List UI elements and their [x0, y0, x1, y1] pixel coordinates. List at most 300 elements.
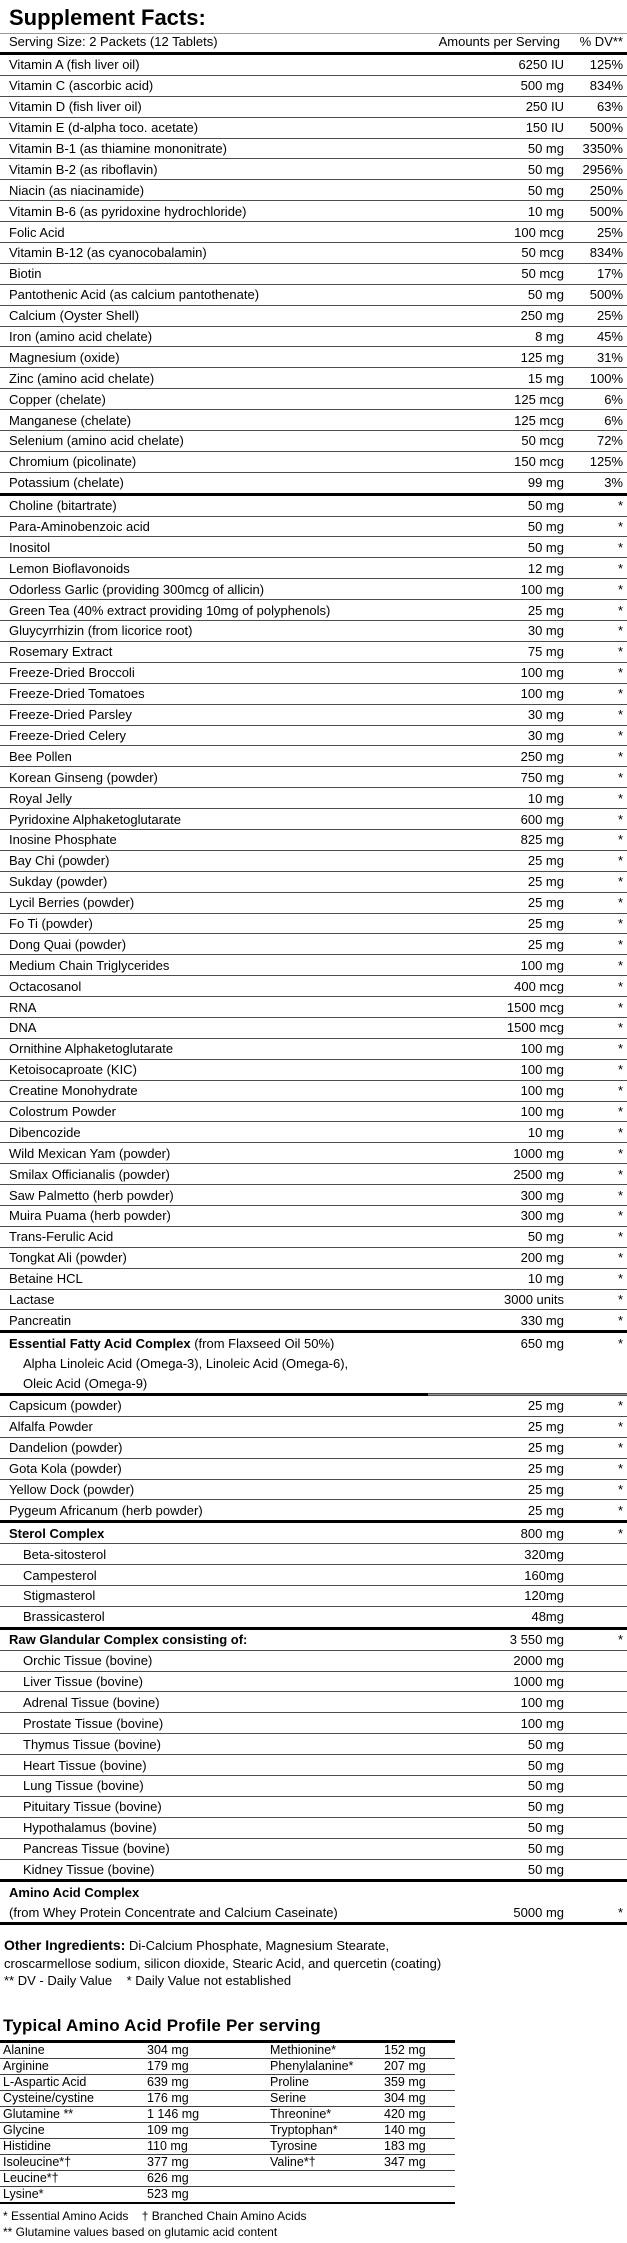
ingredient-label-text: Vitamin E (d-alpha toco. acetate) — [9, 120, 199, 136]
ingredient-label — [0, 1167, 429, 1182]
ingredient-dv: 72% — [596, 433, 623, 449]
amino-name-1: Arginine — [3, 2059, 49, 2074]
ingredient-dv: 6% — [604, 412, 623, 428]
ingredient-amount: 6250 IU — [518, 57, 564, 73]
ingredient-label — [0, 958, 429, 973]
ingredient-label — [0, 1695, 429, 1710]
daily-value-note: ** DV - Daily Value * Daily Value not established — [4, 1973, 292, 1989]
table-row — [0, 579, 627, 599]
amino-name-1: Histidine — [3, 2139, 51, 2154]
ingredient-label-text: Campesterol — [23, 1567, 97, 1583]
ingredient-label-text: Tongkat Ali (powder) — [9, 1250, 127, 1266]
ingredient-dv: * — [617, 1124, 623, 1140]
ingredient-amount: 600 mg — [520, 811, 564, 827]
table-row — [0, 222, 627, 242]
ingredient-label — [0, 78, 429, 93]
table-row — [0, 997, 627, 1017]
ingredient-dv: * — [617, 644, 623, 660]
ingredient-label-text: Beta-sitosterol — [23, 1546, 107, 1562]
ingredient-dv: * — [617, 1440, 623, 1456]
amino-value-1: 377 mg — [147, 2155, 189, 2170]
ingredient-label-text: Heart Tissue (bovine) — [23, 1757, 147, 1773]
amino-name-1: L-Aspartic Acid — [3, 2075, 87, 2090]
table-row — [0, 1373, 627, 1393]
ingredient-dv: * — [617, 999, 623, 1015]
ingredient-label-text: Stigmasterol — [23, 1588, 96, 1604]
ingredient-label-text: Odorless Garlic (providing 300mcg of allicin) — [9, 581, 265, 597]
ingredient-label-text: Smilax Officianalis (powder) — [9, 1166, 170, 1182]
ingredient-label — [0, 1461, 429, 1476]
table-row — [0, 410, 627, 430]
ingredient-label — [0, 1841, 429, 1856]
amino-row — [0, 2123, 455, 2139]
table-row — [0, 1185, 627, 1205]
table-row — [0, 1333, 627, 1353]
ingredient-dv: * — [617, 915, 623, 931]
ingredient-dv: * — [617, 895, 623, 911]
ingredient-label-text: Freeze-Dried Broccoli — [9, 665, 135, 681]
table-row — [0, 1102, 627, 1122]
ingredient-amount: 50 mg — [527, 1862, 564, 1878]
ingredient-label-text: Saw Palmetto (herb powder) — [9, 1187, 174, 1203]
ingredient-label — [0, 1000, 429, 1015]
table-row — [0, 1417, 627, 1437]
ingredient-amount: 250 mg — [520, 308, 564, 324]
other-ingredients-line2: croscarmellose sodium, silicon dioxide, Stearic Acid, and quercetin (coating) — [4, 1955, 442, 1971]
ingredient-label-text: (from Flaxseed Oil 50%) — [190, 1335, 335, 1351]
ingredient-dv: 45% — [596, 329, 623, 345]
ingredient-amount: 250 IU — [525, 99, 564, 115]
ingredient-amount: 25 mg — [527, 853, 564, 869]
ingredient-label — [0, 603, 429, 618]
table-row — [0, 663, 627, 683]
ingredient-amount: 200 mg — [520, 1250, 564, 1266]
ingredient-dv: 500% — [589, 287, 623, 303]
table-row — [0, 1290, 627, 1310]
ingredient-label-bold: Raw Glandular Complex consisting of: — [9, 1632, 248, 1648]
ingredient-label — [0, 1146, 429, 1161]
ingredient-label-text: Freeze-Dried Parsley — [9, 707, 132, 723]
table-row — [0, 726, 627, 746]
table-row — [0, 1310, 627, 1330]
ingredient-amount: 10 mg — [527, 1271, 564, 1287]
ingredient-label — [0, 308, 429, 323]
ingredient-amount: 50 mg — [527, 1799, 564, 1815]
table-row — [0, 1164, 627, 1184]
ingredient-label — [0, 1041, 429, 1056]
ingredient-label-text: Octacosanol — [9, 978, 82, 994]
table-row — [0, 517, 627, 537]
ingredient-label-text: Vitamin B-12 (as cyanocobalamin) — [9, 245, 207, 261]
amino-value-2: 347 mg — [384, 2155, 426, 2170]
other-ingredients-label: Other Ingredients: — [4, 1937, 126, 1954]
ingredient-label — [0, 1125, 429, 1140]
amino-name-1: Lysine* — [3, 2187, 44, 2202]
amino-value-2: 420 mg — [384, 2107, 426, 2122]
ingredient-label — [0, 1905, 429, 1920]
ingredient-label — [0, 1609, 429, 1624]
ingredient-label — [0, 1313, 429, 1328]
ingredient-label-text: Vitamin B-6 (as pyridoxine hydrochloride) — [9, 203, 247, 219]
ingredient-amount: 50 mg — [527, 539, 564, 555]
ingredient-label-text: Para-Aminobenzoic acid — [9, 519, 150, 535]
ingredient-label — [0, 1653, 429, 1668]
table-row — [0, 1860, 627, 1880]
ingredient-label — [0, 979, 429, 994]
ingredient-label-text: Iron (amino acid chelate) — [9, 329, 153, 345]
ingredient-label — [0, 749, 429, 764]
ingredient-label-text: Yellow Dock (powder) — [9, 1482, 135, 1497]
amino-row — [0, 2059, 455, 2075]
ingredient-label-text: Kidney Tissue (bovine) — [23, 1862, 155, 1878]
table-row — [0, 306, 627, 326]
amino-profile-table — [0, 2040, 455, 2204]
ingredient-dv: 17% — [596, 266, 623, 282]
ingredient-amount: 50 mg — [527, 1841, 564, 1857]
ingredient-dv: * — [617, 519, 623, 535]
ingredient-label — [0, 561, 429, 576]
ingredient-label — [0, 454, 429, 469]
ingredient-label — [0, 371, 429, 386]
ingredient-label — [0, 287, 429, 302]
ingredient-label-text: Niacin (as niacinamide) — [9, 182, 145, 198]
table-row — [0, 76, 627, 96]
ingredient-amount: 25 mg — [527, 1398, 564, 1414]
ingredient-label-text: RNA — [9, 999, 37, 1015]
ingredient-dv: * — [617, 1419, 623, 1435]
ingredient-amount: 75 mg — [527, 644, 564, 660]
table-row — [0, 767, 627, 787]
ingredient-amount: 100 mg — [520, 581, 564, 597]
ingredient-dv: 125% — [589, 454, 623, 470]
table-row — [0, 1586, 627, 1606]
ingredient-label-text: Dong Quai (powder) — [9, 936, 127, 952]
ingredient-amount: 48mg — [531, 1609, 564, 1625]
ingredient-dv: 6% — [604, 391, 623, 407]
ingredient-label — [0, 707, 429, 722]
ingredient-dv: * — [617, 1083, 623, 1099]
ingredient-label-text: Bee Pollen — [9, 748, 72, 764]
ingredient-label-text: Ornithine Alphaketoglutarate — [9, 1041, 174, 1057]
ingredient-label-text: Pancreatin — [9, 1312, 72, 1328]
amino-name-2: Valine*† — [270, 2155, 316, 2170]
ingredient-amount: 400 mcg — [514, 978, 564, 994]
ingredient-amount: 3000 units — [504, 1291, 564, 1307]
ingredient-amount: 125 mcg — [514, 391, 564, 407]
ingredient-label — [0, 623, 429, 638]
ingredient-label — [0, 812, 429, 827]
table-row — [0, 201, 627, 221]
ingredient-label — [0, 1188, 429, 1203]
amino-value-1: 176 mg — [147, 2091, 189, 2106]
ingredient-label — [0, 1885, 429, 1900]
ingredient-label — [0, 183, 429, 198]
ingredient-amount: 25 mg — [527, 1419, 564, 1435]
ingredient-label — [0, 1716, 429, 1731]
ingredient-label-text: Bay Chi (powder) — [9, 853, 110, 869]
ingredient-dv: * — [617, 727, 623, 743]
amino-row — [0, 2075, 455, 2091]
ingredient-dv: * — [617, 1229, 623, 1245]
amino-value-1: 1 146 mg — [147, 2107, 200, 2122]
ingredient-label-text: Vitamin C (ascorbic acid) — [9, 78, 154, 94]
amino-row — [0, 2091, 455, 2107]
amino-footnote-2: ** Glutamine values based on glutamic acid content — [3, 2224, 278, 2239]
ingredient-label-text: Inositol — [9, 539, 51, 555]
ingredient-amount: 100 mcg — [514, 224, 564, 240]
ingredient-dv: * — [617, 957, 623, 973]
table-row — [0, 1500, 627, 1520]
ingredient-label-text: Chromium (picolinate) — [9, 454, 137, 470]
ingredient-amount: 50 mg — [527, 519, 564, 535]
ingredient-label-text: Prostate Tissue (bovine) — [23, 1715, 164, 1731]
ingredient-amount: 50 mg — [527, 287, 564, 303]
ingredient-label-text: Folic Acid — [9, 224, 65, 240]
ingredient-label-text: Lycil Berries (powder) — [9, 895, 135, 911]
amino-name-2: Phenylalanine* — [270, 2059, 354, 2074]
table-row — [0, 1206, 627, 1226]
amino-name-1: Glutamine ** — [3, 2107, 74, 2122]
ingredient-label — [0, 1440, 429, 1455]
ingredient-label — [0, 162, 429, 177]
ingredient-label-text: Dandelion (powder) — [9, 1440, 123, 1456]
ingredient-label-text: Lemon Bioflavonoids — [9, 560, 130, 576]
ingredient-amount: 500 mg — [520, 78, 564, 94]
ingredient-amount: 1000 mg — [513, 1145, 564, 1161]
table-row — [0, 159, 627, 179]
table-row — [0, 1818, 627, 1838]
amino-rows — [0, 2043, 455, 2204]
ingredient-label-text: Selenium (amino acid chelate) — [9, 433, 184, 449]
ingredient-dv: 63% — [596, 99, 623, 115]
ingredient-amount: 99 mg — [527, 475, 564, 491]
ingredient-amount: 300 mg — [520, 1208, 564, 1224]
ingredient-label-text: Inosine Phosphate — [9, 832, 117, 848]
ingredient-label — [0, 853, 429, 868]
ingredient-dv: 834% — [589, 245, 623, 261]
ingredient-dv: * — [617, 1525, 623, 1541]
ingredient-label-text: Gluycyrrhizin (from licorice root) — [9, 623, 193, 639]
ingredient-label — [0, 475, 429, 490]
ingredient-amount: 50 mg — [527, 498, 564, 514]
ingredient-dv: 250% — [589, 182, 623, 198]
ingredient-amount: 25 mg — [527, 874, 564, 890]
amino-row — [0, 2043, 455, 2059]
table-row — [0, 1523, 627, 1543]
amino-value-2: 140 mg — [384, 2123, 426, 2138]
ingredient-label-text: Freeze-Dried Tomatoes — [9, 686, 145, 702]
ingredient-amount: 50 mg — [527, 141, 564, 156]
ingredient-label-text: Pantothenic Acid (as calcium pantothenate) — [9, 287, 260, 303]
amino-row — [0, 2187, 455, 2204]
table-row — [0, 1438, 627, 1458]
ingredient-label-text: Dibencozide — [9, 1124, 81, 1140]
ingredient-amount: 100 mg — [520, 1715, 564, 1731]
ingredient-label-text: Hypothalamus (bovine) — [23, 1820, 157, 1836]
ingredient-amount: 8 mg — [535, 329, 564, 345]
ingredient-label — [0, 120, 429, 135]
ingredient-dv: * — [617, 1041, 623, 1057]
ingredient-amount: 125 mg — [520, 349, 564, 365]
ingredient-label — [0, 1356, 429, 1371]
ingredient-amount: 50 mg — [527, 182, 564, 198]
ingredient-label — [0, 1758, 429, 1773]
ingredient-label — [0, 1568, 429, 1583]
table-row — [0, 1630, 627, 1650]
ingredient-label-text: (from Whey Protein Concentrate and Calcium Caseinate) — [9, 1904, 338, 1920]
ingredient-amount: 25 mg — [527, 915, 564, 931]
ingredient-label-text: Creatine Monohydrate — [9, 1083, 138, 1099]
ingredient-dv: * — [617, 811, 623, 827]
table-row — [0, 1882, 627, 1902]
ingredient-amount: 100 mg — [520, 1103, 564, 1119]
ingredient-label-text: Vitamin B-2 (as riboflavin) — [9, 161, 158, 177]
ingredient-label — [0, 1778, 429, 1793]
table-row — [0, 600, 627, 620]
ingredient-amount: 25 mg — [527, 895, 564, 911]
ingredient-dv: 3% — [604, 475, 623, 491]
footer-notes — [0, 1925, 627, 1990]
ingredient-amount: 160mg — [524, 1567, 564, 1583]
table-row — [0, 1651, 627, 1671]
ingredient-label — [0, 1292, 429, 1307]
ingredient-dv: * — [617, 1461, 623, 1477]
ingredient-label-text: Ketoisocaproate (KIC) — [9, 1062, 137, 1078]
table-row — [0, 851, 627, 871]
ingredient-label-text: Medium Chain Triglycerides — [9, 957, 170, 973]
table-row — [0, 705, 627, 725]
ingredient-label — [0, 329, 429, 344]
ingredient-label — [0, 791, 429, 806]
ingredient-label-text: Betaine HCL — [9, 1271, 83, 1287]
amino-value-1: 304 mg — [147, 2043, 189, 2058]
ingredient-label-text: Muira Puama (herb powder) — [9, 1208, 171, 1224]
ingredient-label-text: Pyridoxine Alphaketoglutarate — [9, 811, 182, 827]
table-row — [0, 1353, 627, 1373]
table-row — [0, 1039, 627, 1059]
table-row — [0, 1902, 627, 1922]
ingredient-label — [0, 433, 429, 448]
ingredient-amount: 150 IU — [525, 120, 564, 136]
table-row — [0, 1480, 627, 1500]
table-row — [0, 1143, 627, 1163]
table-row — [0, 1248, 627, 1268]
ingredient-dv: * — [617, 853, 623, 869]
ingredient-amount: 750 mg — [520, 769, 564, 785]
ingredient-label-text: Thymus Tissue (bovine) — [23, 1736, 161, 1752]
ingredient-dv: * — [617, 707, 623, 723]
ingredient-amount: 50 mg — [527, 1757, 564, 1773]
ingredient-label — [0, 519, 429, 534]
ingredient-dv: * — [617, 539, 623, 555]
ingredient-label-text: Capsicum (powder) — [9, 1398, 122, 1414]
ingredient-label-bold: Essential Fatty Acid Complex — [9, 1335, 191, 1351]
ingredient-label — [0, 665, 429, 680]
ingredient-label — [0, 141, 429, 156]
ingredient-dv: 2956% — [582, 161, 623, 177]
ingredient-amount: 330 mg — [520, 1312, 564, 1328]
amino-name-2: Tryptophan* — [270, 2123, 338, 2138]
ingredient-label — [0, 1588, 429, 1603]
ingredient-dv: * — [617, 1335, 623, 1351]
ingredient-dv: * — [617, 1062, 623, 1078]
amino-value-2: 359 mg — [384, 2075, 426, 2090]
table-row — [0, 621, 627, 641]
amino-name-2: Methionine* — [270, 2043, 337, 2058]
ingredient-label — [0, 413, 429, 428]
ingredient-label-text: Alpha Linoleic Acid (Omega-3), Linoleic Acid (Omega-6), — [23, 1355, 349, 1371]
ingredient-label-text: Calcium (Oyster Shell) — [9, 308, 140, 324]
ingredient-amount: 825 mg — [520, 832, 564, 848]
ingredient-amount: 30 mg — [527, 623, 564, 639]
ingredient-amount: 100 mg — [520, 957, 564, 973]
ingredient-dv: * — [617, 1271, 623, 1287]
table-row — [0, 1734, 627, 1754]
ingredient-label-text: Biotin — [9, 266, 42, 282]
ingredient-dv: 500% — [589, 203, 623, 219]
ingredient-amount: 50 mg — [527, 1229, 564, 1245]
ingredient-label — [0, 204, 429, 219]
ingredient-label — [0, 1737, 429, 1752]
ingredient-label — [0, 1398, 429, 1413]
table-row — [0, 243, 627, 263]
ingredient-amount: 125 mcg — [514, 412, 564, 428]
amino-name-1: Isoleucine*† — [3, 2155, 72, 2170]
amino-name-2: Serine — [270, 2091, 307, 2106]
amino-row — [0, 2107, 455, 2123]
ingredient-dv: * — [617, 978, 623, 994]
ingredient-label-text: Manganese (chelate) — [9, 412, 132, 428]
amino-value-2: 304 mg — [384, 2091, 426, 2106]
ingredient-label — [0, 1020, 429, 1035]
other-ingredients-line — [4, 1937, 627, 1955]
ingredient-label — [0, 1862, 429, 1877]
table-row — [0, 368, 627, 388]
ingredient-label — [0, 1271, 429, 1286]
table-row — [0, 830, 627, 850]
ingredient-dv: * — [617, 748, 623, 764]
ingredient-dv: 500% — [589, 120, 623, 136]
ingredient-label-text: Orchic Tissue (bovine) — [23, 1653, 153, 1669]
amino-profile-heading: Typical Amino Acid Profile Per serving — [3, 2015, 321, 2035]
table-row — [0, 389, 627, 409]
ingredient-label — [0, 686, 429, 701]
ingredient-amount: 50 mcg — [521, 245, 564, 261]
ingredient-label — [0, 57, 429, 72]
ingredient-label — [0, 1526, 429, 1541]
table-row — [0, 1269, 627, 1289]
table-row — [0, 746, 627, 766]
ingredient-amount: 12 mg — [527, 560, 564, 576]
amino-value-2: 183 mg — [384, 2139, 426, 2154]
table-row — [0, 976, 627, 996]
table-row — [0, 558, 627, 578]
table-row — [0, 1692, 627, 1712]
ingredient-amount: 10 mg — [527, 790, 564, 806]
ingredient-label-text: Pygeum Africanum (herb powder) — [9, 1502, 203, 1518]
supplement-rows — [0, 55, 627, 1925]
ingredient-dv: 834% — [589, 78, 623, 94]
amino-name-2: Proline — [270, 2075, 309, 2090]
ingredient-label — [0, 498, 429, 513]
table-row — [0, 642, 627, 662]
ingredient-amount: 15 mg — [527, 370, 564, 386]
amino-name-1: Cysteine/cystine — [3, 2091, 95, 2106]
ingredient-amount: 1500 mcg — [506, 999, 564, 1015]
ingredient-label-text: Korean Ginseng (powder) — [9, 769, 158, 785]
ingredient-label-text: Brassicasterol — [23, 1609, 105, 1625]
ingredient-dv: * — [617, 560, 623, 576]
